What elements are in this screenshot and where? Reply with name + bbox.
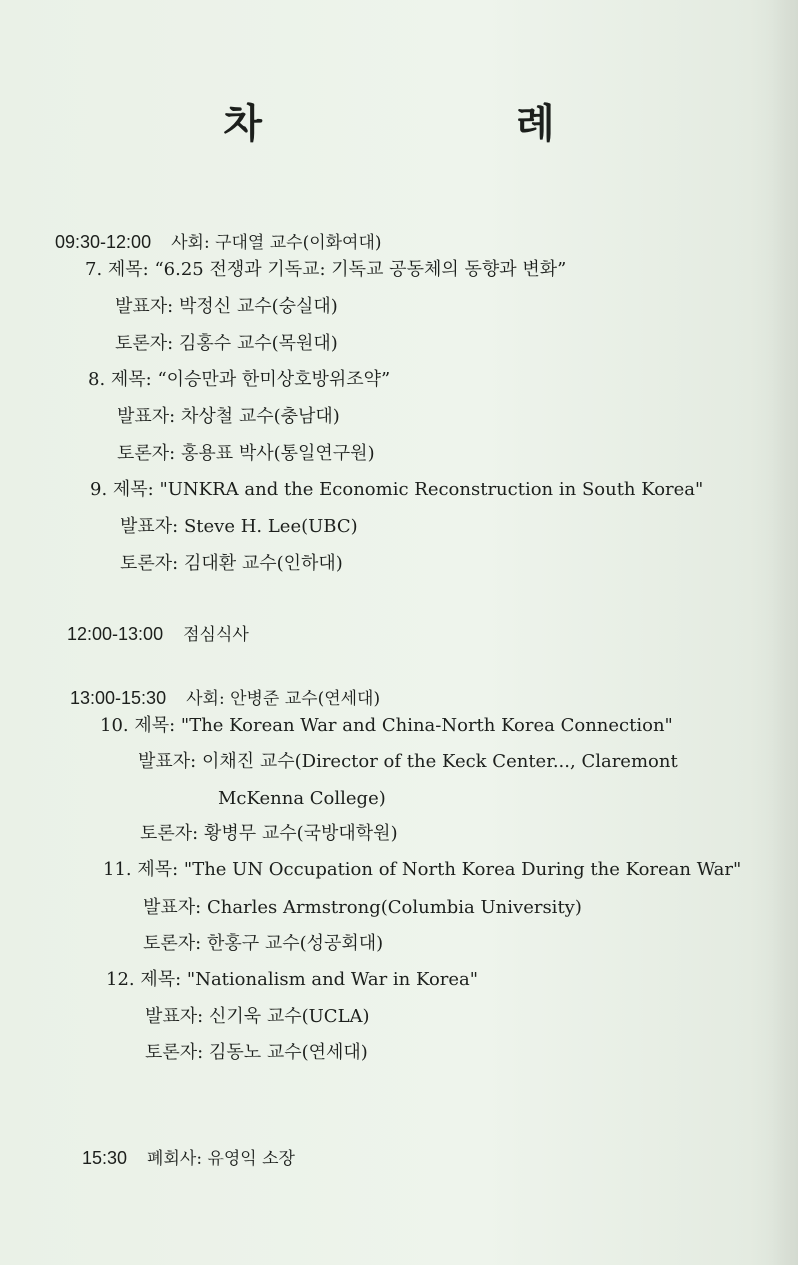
item-title: 7. 제목: “6.25 전쟁과 기독교: 기독교 공동체의 동향과 변화” xyxy=(85,259,567,280)
item-presenter: 발표자: Charles Armstrong(Columbia University) xyxy=(143,897,582,918)
item-title: 12. 제목: "Nationalism and War in Korea" xyxy=(106,969,479,990)
item-presenter: 발표자: 박정신 교수(숭실대) xyxy=(115,296,338,317)
item-discussant: 토론자: 홍용표 박사(통일연구원) xyxy=(117,443,375,464)
item-title: 9. 제목: "UNKRA and the Economic Reconstruction in South Korea" xyxy=(90,479,704,500)
item-discussant: 토론자: 김대환 교수(인하대) xyxy=(120,553,343,574)
item-presenter-continued: McKenna College) xyxy=(218,788,386,809)
session-chair: 사회: 안병준 교수(연세대) xyxy=(186,689,381,709)
item-discussant: 토론자: 황병무 교수(국방대학원) xyxy=(140,823,398,844)
session-chair: 사회: 구대열 교수(이화여대) xyxy=(171,233,382,253)
item-title: 8. 제목: “이승만과 한미상호방위조약” xyxy=(88,369,391,390)
item-presenter: 발표자: 신기욱 교수(UCLA) xyxy=(145,1006,370,1027)
item-presenter: 발표자: 차상철 교수(충남대) xyxy=(117,406,340,427)
session-time: 15:30 xyxy=(82,1148,128,1168)
session-time: 09:30-12:00 xyxy=(55,232,152,252)
session-header xyxy=(82,1146,295,1171)
item-discussant: 토론자: 김동노 교수(연세대) xyxy=(145,1042,368,1063)
session-time: 12:00-13:00 xyxy=(67,624,164,644)
item-title: 10. 제목: "The Korean War and China-North Korea Connection" xyxy=(100,715,673,736)
page-title: 차 례 xyxy=(223,100,675,147)
item-discussant: 토론자: 김홍수 교수(목원대) xyxy=(115,333,338,354)
session-text: 점심식사 xyxy=(183,625,249,645)
session-header xyxy=(55,230,382,255)
item-presenter: 발표자: 이채진 교수(Director of the Keck Center..., Claremont xyxy=(138,751,678,772)
item-presenter: 발표자: Steve H. Lee(UBC) xyxy=(120,516,358,537)
session-header xyxy=(70,686,380,711)
page-edge-shadow xyxy=(772,0,798,1265)
session-time: 13:00-15:30 xyxy=(70,688,167,708)
closing-remarks: 폐회사: 유영익 소장 xyxy=(147,1149,295,1169)
item-discussant: 토론자: 한홍구 교수(성공회대) xyxy=(143,933,384,954)
item-title: 11. 제목: "The UN Occupation of North Korea During the Korean War" xyxy=(103,859,742,880)
session-header xyxy=(67,622,249,647)
